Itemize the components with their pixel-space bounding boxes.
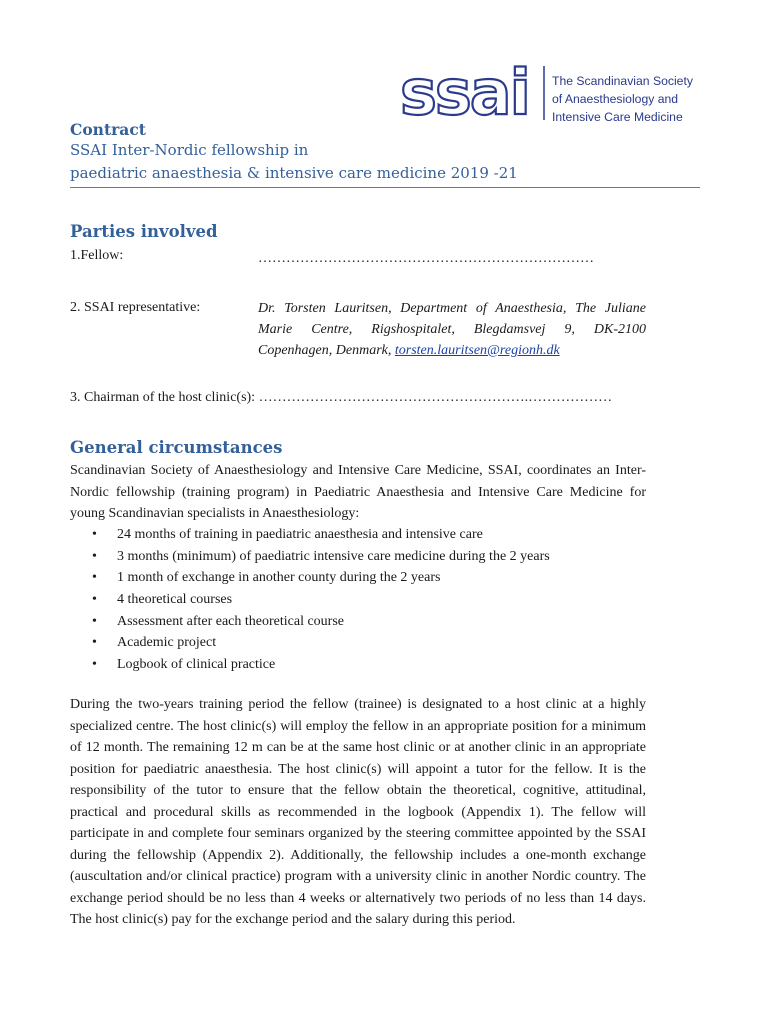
chair-line: 3. Chairman of the host clinic(s): ………………………………………………….………………: [70, 390, 613, 405]
document-header: [70, 120, 700, 185]
logo-line-1: The Scandinavian Society: [552, 74, 693, 88]
parties-heading: Parties involved: [70, 222, 218, 241]
rep-text: Dr. Torsten Lauritsen, Department of Anaesthesia, The Juliane Marie Centre, Rigshospitalet, Blegdamsvej 9, DK-2100 Copenhagen, Denmark,: [258, 301, 646, 358]
logo-line-2: of Anaesthesiology and: [552, 92, 679, 106]
fellow-value: ………………………………………………………………: [258, 251, 594, 266]
general-heading: General circumstances: [70, 438, 283, 457]
logo-line-3: Intensive Care Medicine: [552, 110, 683, 124]
general-intro: Scandinavian Society of Anaesthesiology and Intensive Care Medicine, SSAI, coordinates an Inter-Nordic fellowship (training program) in Paediatric Anaesthesia and Intensive Care Medicine for young Scandinavian specialists in Anaesthesiology:: [70, 463, 646, 521]
rep-email-link[interactable]: torsten.lauritsen@regionh.dk: [394, 343, 560, 358]
training-paragraph: During the two-years training period the fellow (trainee) is designated to a host clinic at a highly specialized centre. The host clinic(s) will employ the fellow in an appropriate position for a minimum of 12 month. The remaining 12 m can be at the same host clinic or at another clinic in an appropriate position for paediatric anaesthesia. The host clinic(s) will appoint a tutor for the fellow. It is the responsibility of the tutor to ensure that the fellow obtain the theoretical, cognitive, attitudinal, practical and procedural skills as recommended in the logbook (Appendix 1). The fellow will participate in and complete four seminars organized by the steering committee appointed by the SSAI during the fellowship (Appendix 2). Additionally, the fellowship includes a one-month exchange (auscultation and/or clinical practice) program with a university clinic in another Nordic country. The exchange period should be no less than 4 weeks or alternatively two periods of no less than 14 days. The host clinic(s) pay for the exchange period and the salary during this period.: [70, 697, 646, 927]
list-item: • 4 theoretical courses: [92, 592, 233, 608]
list-item: • Academic project: [92, 635, 217, 651]
title-line-2: paediatric anaesthesia & intensive care medicine 2019 -21: [70, 164, 518, 182]
list-item: • 24 months of training in paediatric anaesthesia and intensive care: [92, 527, 483, 542]
logo-mark: ssai: [400, 62, 529, 124]
list-item-text: 4 theoretical courses: [117, 592, 233, 608]
rep-value: [258, 298, 646, 361]
list-item-text: Assessment after each theoretical course: [117, 613, 345, 629]
requirements-list: [70, 524, 550, 676]
list-item: • 3 months (minimum) of paediatric intensive care medicine during the 2 years: [92, 548, 550, 564]
rep-label: 2. SSAI representative:: [70, 300, 201, 315]
title-line-1: SSAI Inter-Nordic fellowship in: [70, 141, 309, 159]
logo-org-name: [552, 72, 693, 126]
list-item-text: 1 month of exchange in another county during the 2 years: [117, 570, 441, 586]
list-item-text: 24 months of training in paediatric anaesthesia and intensive care: [117, 527, 483, 542]
contract-heading: Contract: [70, 120, 146, 139]
list-item: • Assessment after each theoretical course: [92, 613, 345, 629]
list-item-text: Academic project: [117, 635, 217, 651]
fellow-label: 1.Fellow:: [70, 248, 124, 263]
list-item-text: 3 months (minimum) of paediatric intensive care medicine during the 2 years: [117, 548, 550, 564]
list-item: • Logbook of clinical practice: [92, 657, 276, 673]
list-item: • 1 month of exchange in another county during the 2 years: [92, 570, 441, 586]
list-item-text: Logbook of clinical practice: [117, 657, 276, 673]
header-divider: [70, 187, 700, 188]
